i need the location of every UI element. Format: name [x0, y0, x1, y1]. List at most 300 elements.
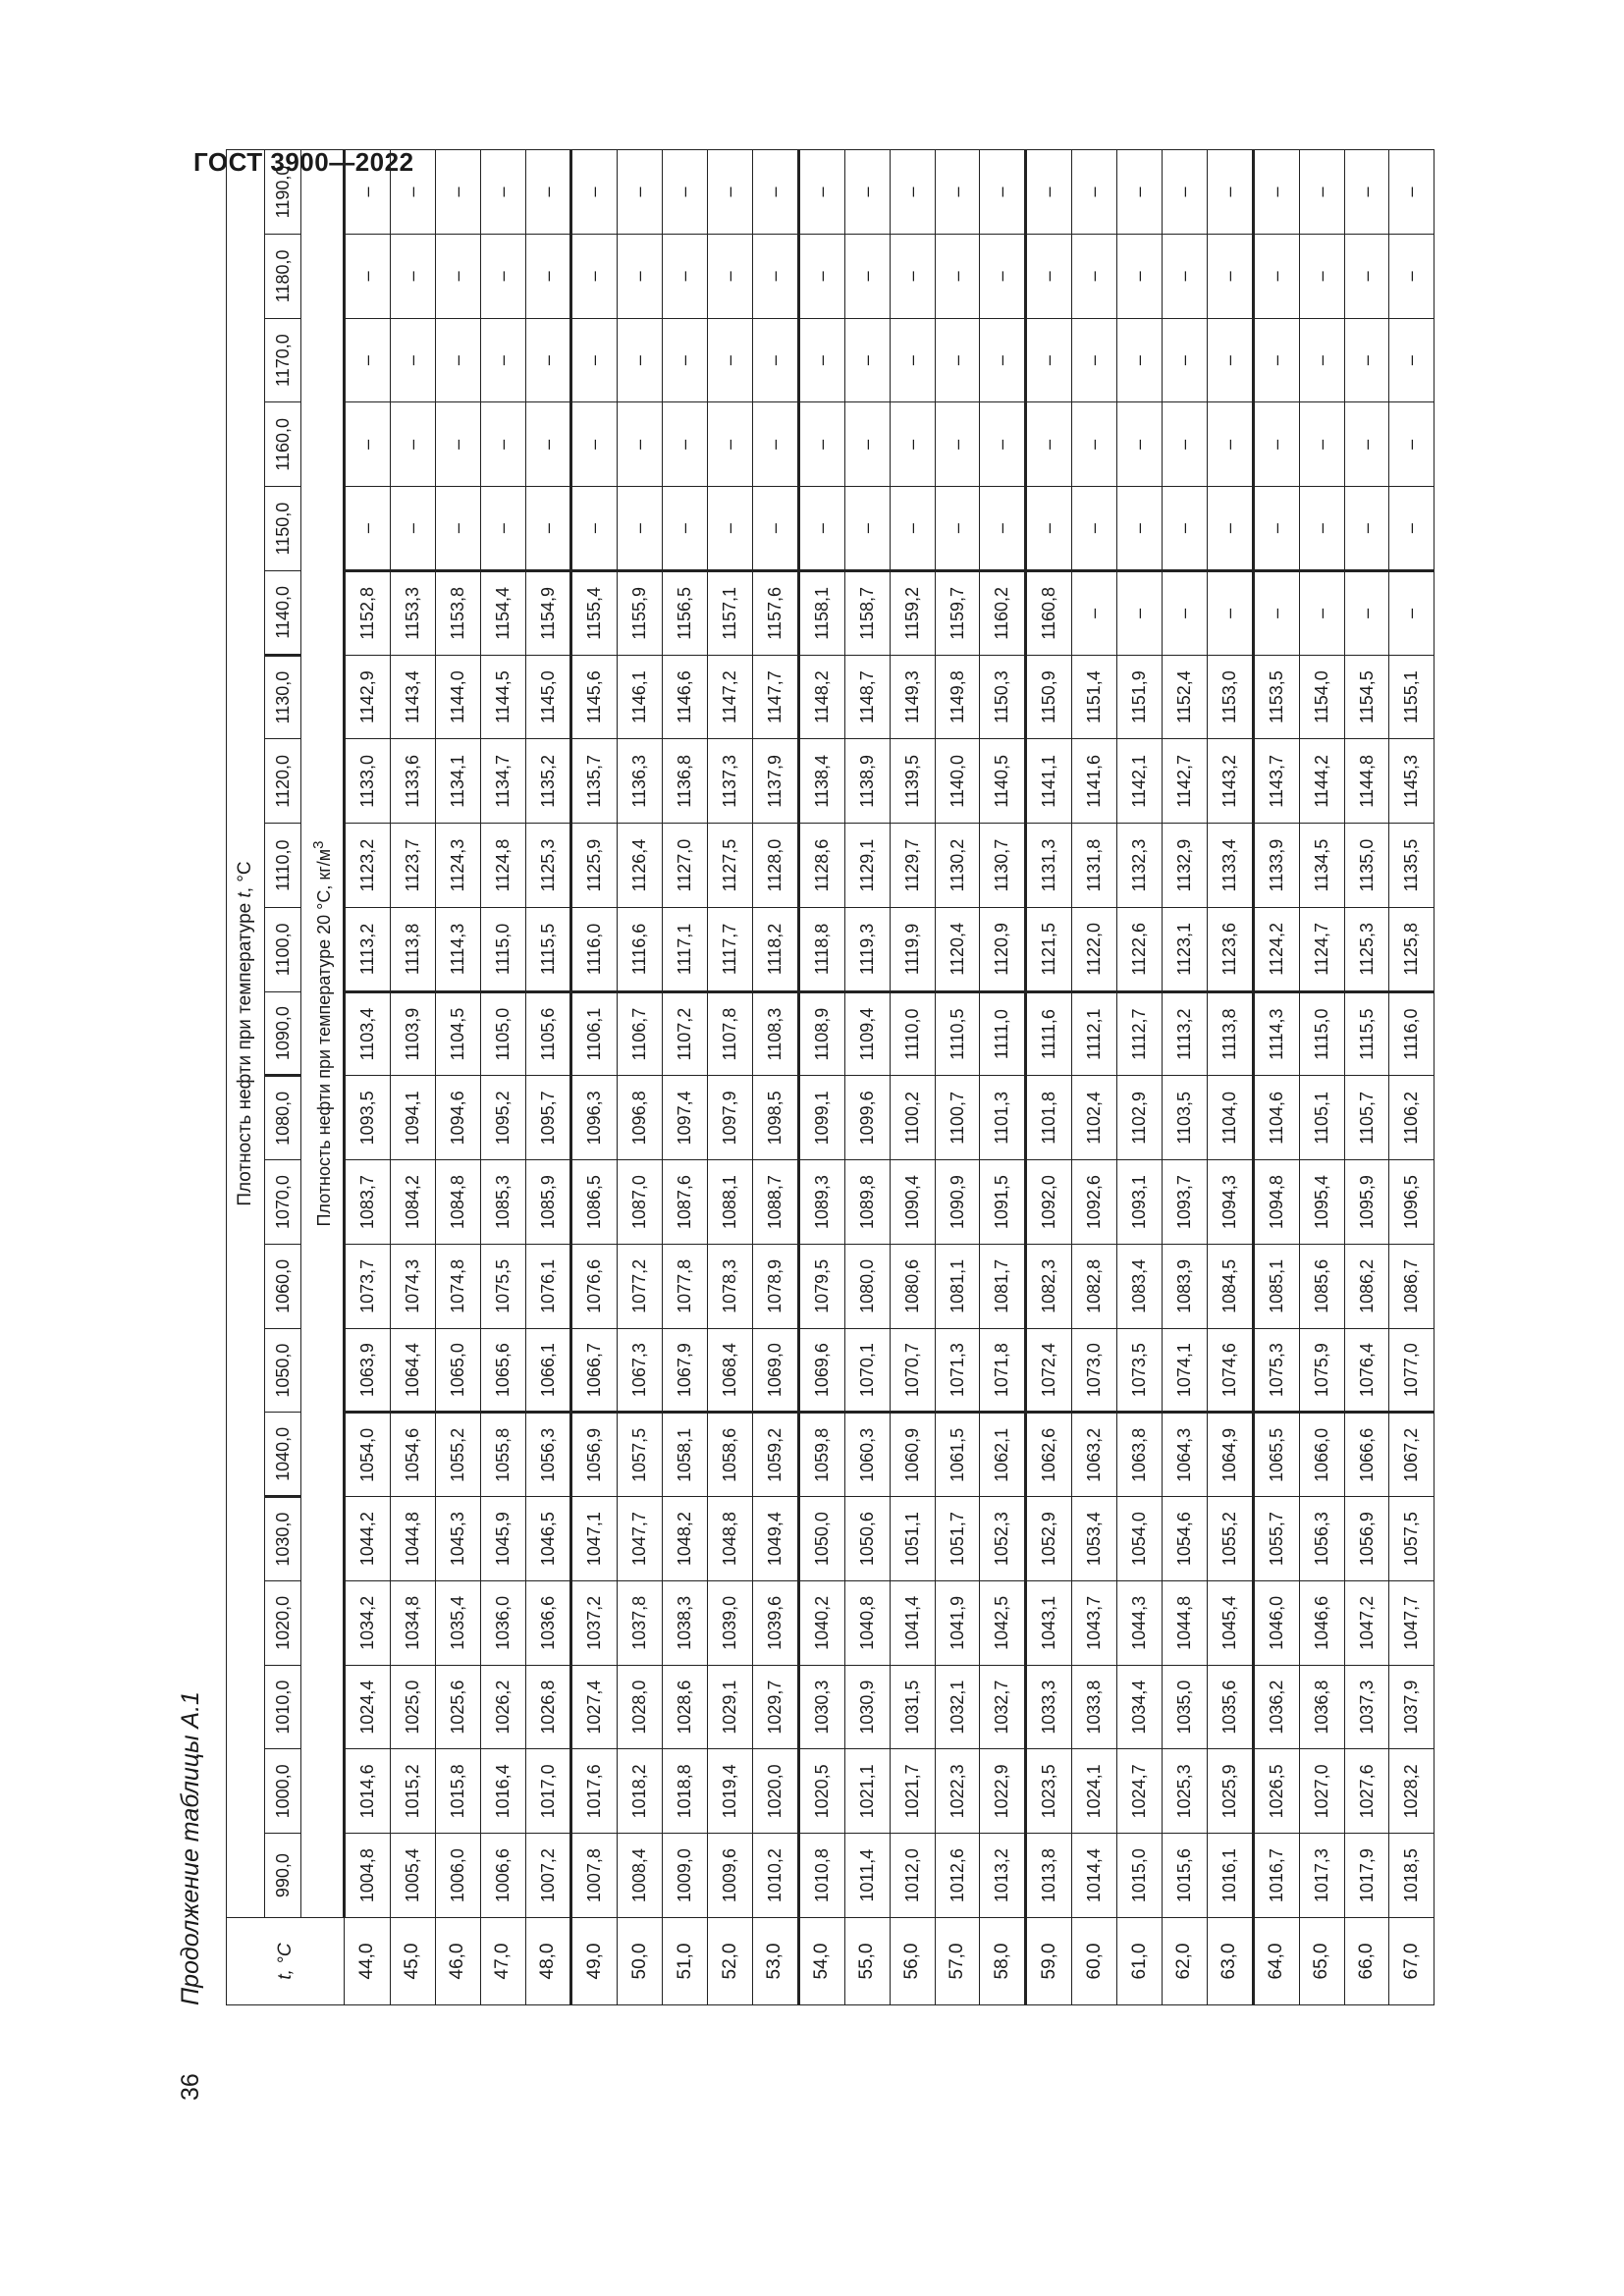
density-cell: 1076,4: [1344, 1328, 1389, 1413]
temperature-cell: 50,0: [618, 1918, 663, 2005]
column-header: 1030,0: [265, 1497, 301, 1581]
temperature-cell: 45,0: [390, 1918, 435, 2005]
column-header: 1040,0: [265, 1413, 301, 1497]
density-cell: 1067,2: [1389, 1413, 1435, 1497]
temperature-cell: 44,0: [345, 1918, 391, 2005]
density-cell: 1096,3: [571, 1076, 618, 1160]
density-cell: –: [1207, 149, 1253, 234]
density-cell: 1069,0: [753, 1328, 799, 1413]
density-cell: 1027,6: [1344, 1749, 1389, 1834]
density-cell: 1087,6: [663, 1160, 708, 1245]
density-cell: 1128,0: [753, 824, 799, 908]
density-cell: –: [935, 487, 980, 571]
density-cell: 1131,8: [1072, 824, 1117, 908]
column-header: 1000,0: [265, 1749, 301, 1834]
density-cell: 1097,9: [708, 1076, 753, 1160]
density-cell: 1079,5: [798, 1245, 844, 1329]
column-header: 1090,0: [265, 991, 301, 1076]
density-cell: 1116,6: [618, 908, 663, 992]
density-cell: 1029,7: [753, 1665, 799, 1749]
density-cell: 1153,0: [1207, 655, 1253, 739]
density-cell: 1142,7: [1163, 739, 1208, 824]
density-cell: –: [1389, 571, 1435, 656]
density-cell: –: [980, 149, 1026, 234]
density-cell: 1007,2: [525, 1834, 571, 1918]
density-cell: 1046,0: [1253, 1581, 1299, 1666]
density-cell: –: [798, 487, 844, 571]
density-cell: 1100,2: [890, 1076, 935, 1160]
density-cell: 1105,0: [480, 991, 525, 1076]
density-cell: 1138,4: [798, 739, 844, 824]
column-header: 1150,0: [265, 487, 301, 571]
density-cell: 1024,7: [1117, 1749, 1163, 1834]
table-row: [1389, 149, 1435, 2004]
density-cell: 1064,3: [1163, 1413, 1208, 1497]
density-cell: 1044,2: [345, 1497, 391, 1581]
density-cell: 1015,2: [390, 1749, 435, 1834]
density-cell: 1059,8: [798, 1413, 844, 1497]
temperature-cell: 52,0: [708, 1918, 753, 2005]
table-row: [935, 149, 980, 2004]
density-cell: –: [618, 487, 663, 571]
density-cell: 1065,5: [1253, 1413, 1299, 1497]
density-cell: –: [435, 402, 480, 487]
density-cell: 1043,7: [1072, 1581, 1117, 1666]
density-cell: 1055,2: [435, 1413, 480, 1497]
density-cell: 1095,4: [1299, 1160, 1344, 1245]
density-cell: 1134,5: [1299, 824, 1344, 908]
density-cell: 1102,9: [1117, 1076, 1163, 1160]
density-cell: 1152,8: [345, 571, 391, 656]
density-cell: 1129,1: [844, 824, 890, 908]
density-cell: 1034,4: [1117, 1665, 1163, 1749]
density-cell: –: [1117, 571, 1163, 656]
density-cell: 1083,9: [1163, 1245, 1208, 1329]
density-cell: 1148,2: [798, 655, 844, 739]
density-cell: 1047,1: [571, 1497, 618, 1581]
density-cell: 1081,1: [935, 1245, 980, 1329]
density-cell: 1073,5: [1117, 1328, 1163, 1413]
density-cell: 1125,8: [1389, 908, 1435, 992]
density-cell: 1065,6: [480, 1328, 525, 1413]
temperature-cell: 53,0: [753, 1918, 799, 2005]
density-cell: 1076,6: [571, 1245, 618, 1329]
density-cell: 1135,2: [525, 739, 571, 824]
density-cell: 1025,0: [390, 1665, 435, 1749]
density-cell: –: [753, 487, 799, 571]
temperature-cell: 63,0: [1207, 1918, 1253, 2005]
density-cell: 1048,2: [663, 1497, 708, 1581]
density-cell: 1115,5: [1344, 991, 1389, 1076]
density-cell: 1133,9: [1253, 824, 1299, 908]
density-cell: 1133,4: [1207, 824, 1253, 908]
density-cell: 1033,8: [1072, 1665, 1117, 1749]
column-header: 1060,0: [265, 1245, 301, 1329]
density-cell: 1104,6: [1253, 1076, 1299, 1160]
temperature-cell: 64,0: [1253, 1918, 1299, 2005]
density-cell: 1004,8: [345, 1834, 391, 1918]
density-cell: 1024,4: [345, 1665, 391, 1749]
density-cell: –: [935, 402, 980, 487]
density-cell: 1037,8: [618, 1581, 663, 1666]
group-header-text: Плотность нефти при температуре: [235, 897, 255, 1206]
density-cell: 1029,1: [708, 1665, 753, 1749]
density-cell: 1058,1: [663, 1413, 708, 1497]
density-cell: 1088,1: [708, 1160, 753, 1245]
temperature-cell: 47,0: [480, 1918, 525, 2005]
density-cell: 1159,7: [935, 571, 980, 656]
density-cell: 1006,0: [435, 1834, 480, 1918]
density-cell: 1101,3: [980, 1076, 1026, 1160]
density-cell: 1119,9: [890, 908, 935, 992]
density-cell: –: [1207, 487, 1253, 571]
density-cell: 1051,1: [890, 1497, 935, 1581]
column-header: 990,0: [265, 1834, 301, 1918]
density-cell: –: [1072, 487, 1117, 571]
density-cell: –: [1299, 402, 1344, 487]
temperature-cell: 51,0: [663, 1918, 708, 2005]
density-cell: 1157,6: [753, 571, 799, 656]
density-cell: 1066,6: [1344, 1413, 1389, 1497]
density-cell: 1121,5: [1026, 908, 1072, 992]
density-cell: –: [708, 402, 753, 487]
density-cell: 1037,3: [1344, 1665, 1389, 1749]
density-cell: 1064,4: [390, 1328, 435, 1413]
temperature-cell: 54,0: [798, 1918, 844, 2005]
density-cell: –: [525, 149, 571, 234]
density-cell: 1143,7: [1253, 739, 1299, 824]
density-cell: 1061,5: [935, 1413, 980, 1497]
density-cell: 1145,0: [525, 655, 571, 739]
density-cell: –: [798, 318, 844, 402]
table-row: [525, 149, 571, 2004]
density-cell: 1038,3: [663, 1581, 708, 1666]
density-cell: 1025,3: [1163, 1749, 1208, 1834]
table-row: [663, 149, 708, 2004]
density-cell: 1085,1: [1253, 1245, 1299, 1329]
temperature-cell: 49,0: [571, 1918, 618, 2005]
density-cell: 1133,0: [345, 739, 391, 824]
density-cell: –: [844, 149, 890, 234]
density-cell: 1018,8: [663, 1749, 708, 1834]
density-cell: 1123,6: [1207, 908, 1253, 992]
density-cell: –: [1117, 235, 1163, 319]
density-cell: 1045,3: [435, 1497, 480, 1581]
temperature-cell: 58,0: [980, 1918, 1026, 2005]
density-cell: 1022,3: [935, 1749, 980, 1834]
density-cell: 1153,3: [390, 571, 435, 656]
table-row: [1299, 149, 1344, 2004]
density-cell: 1106,2: [1389, 1076, 1435, 1160]
density-cell: 1076,1: [525, 1245, 571, 1329]
density-cell: 1103,9: [390, 991, 435, 1076]
density-cell: 1113,8: [1207, 991, 1253, 1076]
density-cell: 1036,0: [480, 1581, 525, 1666]
density-cell: 1114,3: [1253, 991, 1299, 1076]
density-cell: 1057,5: [1389, 1497, 1435, 1581]
density-cell: 1035,0: [1163, 1665, 1208, 1749]
column-header: 1050,0: [265, 1328, 301, 1413]
density-cell: 1155,1: [1389, 655, 1435, 739]
density-cell: –: [571, 487, 618, 571]
temperature-cell: 59,0: [1026, 1918, 1072, 2005]
page-number: 36: [177, 2073, 204, 2101]
density-cell: –: [890, 487, 935, 571]
rotated-page-content: [177, 165, 1492, 2101]
density-cell: 1017,0: [525, 1749, 571, 1834]
density-cell: 1050,0: [798, 1497, 844, 1581]
density-cell: –: [1389, 235, 1435, 319]
density-cell: –: [753, 149, 799, 234]
table-row: [571, 149, 618, 2004]
density-cell: –: [1207, 402, 1253, 487]
density-cell: 1032,1: [935, 1665, 980, 1749]
density-cell: 1031,5: [890, 1665, 935, 1749]
density-cell: 1139,5: [890, 739, 935, 824]
density-cell: –: [1207, 318, 1253, 402]
column-header: 1180,0: [265, 235, 301, 319]
density-cell: –: [1117, 487, 1163, 571]
density-cell: –: [390, 318, 435, 402]
density-cell: 1115,0: [480, 908, 525, 992]
density-cell: 1082,8: [1072, 1245, 1117, 1329]
density-cell: 1083,4: [1117, 1245, 1163, 1329]
density-cell: 1021,7: [890, 1749, 935, 1834]
density-cell: –: [1072, 235, 1117, 319]
density-cell: –: [480, 318, 525, 402]
density-cell: 1125,3: [1344, 908, 1389, 992]
density-cell: –: [890, 402, 935, 487]
density-cell: 1040,2: [798, 1581, 844, 1666]
group-header-var: t: [235, 892, 255, 898]
density-cell: –: [1253, 402, 1299, 487]
density-cell: 1035,6: [1207, 1665, 1253, 1749]
density-cell: 1110,0: [890, 991, 935, 1076]
group-header-unit: , °С: [235, 861, 255, 893]
density-cell: –: [390, 149, 435, 234]
density-cell: 1027,4: [571, 1665, 618, 1749]
density-cell: 1028,0: [618, 1665, 663, 1749]
density-cell: 1074,6: [1207, 1328, 1253, 1413]
document-title: ГОСТ 3900—2022: [193, 147, 414, 177]
density-cell: 1046,5: [525, 1497, 571, 1581]
density-cell: –: [844, 402, 890, 487]
density-cell: 1146,1: [618, 655, 663, 739]
density-cell: 1103,5: [1163, 1076, 1208, 1160]
table-row: [390, 149, 435, 2004]
density-cell: 1062,1: [980, 1413, 1026, 1497]
density-cell: 1140,0: [935, 739, 980, 824]
density-cell: 1124,7: [1299, 908, 1344, 992]
density-cell: –: [844, 487, 890, 571]
column-header: 1130,0: [265, 655, 301, 739]
density-cell: –: [1299, 318, 1344, 402]
density-cell: 1146,6: [663, 655, 708, 739]
density-cell: 1078,3: [708, 1245, 753, 1329]
density-cell: 1088,7: [753, 1160, 799, 1245]
density-cell: –: [890, 235, 935, 319]
density-cell: –: [1163, 235, 1208, 319]
density-cell: 1044,3: [1117, 1581, 1163, 1666]
density-cell: 1160,8: [1026, 571, 1072, 656]
density-cell: –: [390, 235, 435, 319]
density-cell: –: [1163, 149, 1208, 234]
density-cell: 1124,3: [435, 824, 480, 908]
density-cell: 1005,4: [390, 1834, 435, 1918]
density-cell: 1105,7: [1344, 1076, 1389, 1160]
density-cell: 1093,1: [1117, 1160, 1163, 1245]
temperature-cell: 48,0: [525, 1918, 571, 2005]
density-cell: –: [890, 318, 935, 402]
density-cell: 1016,1: [1207, 1834, 1253, 1918]
density-cell: –: [753, 235, 799, 319]
density-cell: –: [798, 149, 844, 234]
density-cell: 1130,2: [935, 824, 980, 908]
density-cell: 1037,9: [1389, 1665, 1435, 1749]
density-cell: 1009,0: [663, 1834, 708, 1918]
column-header: 1100,0: [265, 908, 301, 992]
density-cell: 1111,0: [980, 991, 1026, 1076]
density-cell: 1142,9: [345, 655, 391, 739]
density-cell: –: [663, 149, 708, 234]
density-cell: 1075,3: [1253, 1328, 1299, 1413]
density-cell: 1159,2: [890, 571, 935, 656]
density-cell: 1120,9: [980, 908, 1026, 992]
density-cell: 1155,4: [571, 571, 618, 656]
density-cell: –: [618, 149, 663, 234]
density-cell: –: [1026, 235, 1072, 319]
density-cell: 1017,3: [1299, 1834, 1344, 1918]
density-cell: 1073,7: [345, 1245, 391, 1329]
table-row: [1072, 149, 1117, 2004]
density-cell: 1016,4: [480, 1749, 525, 1834]
density-cell: 1048,8: [708, 1497, 753, 1581]
density-cell: 1108,9: [798, 991, 844, 1076]
density-cell: –: [1344, 402, 1389, 487]
density-cell: 1066,1: [525, 1328, 571, 1413]
density-cell: –: [1389, 487, 1435, 571]
density-cell: 1120,4: [935, 908, 980, 992]
density-cell: 1082,3: [1026, 1245, 1072, 1329]
density-cell: 1028,2: [1389, 1749, 1435, 1834]
density-cell: 1095,2: [480, 1076, 525, 1160]
density-cell: 1136,8: [663, 739, 708, 824]
density-cell: 1097,4: [663, 1076, 708, 1160]
t-var: t: [274, 1974, 296, 1980]
density-cell: 1012,0: [890, 1834, 935, 1918]
density-cell: –: [1344, 487, 1389, 571]
density-cell: –: [663, 487, 708, 571]
density-cell: –: [480, 402, 525, 487]
density-cell: 1117,7: [708, 908, 753, 992]
table-row: [890, 149, 935, 2004]
density-cell: –: [1026, 318, 1072, 402]
table-row: [435, 149, 480, 2004]
density-cell: –: [525, 402, 571, 487]
density-header-text: Плотность нефти при температуре 20 °С, кг/м: [313, 848, 334, 1227]
density-cell: 1018,5: [1389, 1834, 1435, 1918]
density-cell: 1014,6: [345, 1749, 391, 1834]
density-cell: –: [708, 487, 753, 571]
density-cell: –: [435, 235, 480, 319]
density-cell: 1073,0: [1072, 1328, 1117, 1413]
column-header: 1070,0: [265, 1160, 301, 1245]
density-cell: 1056,3: [1299, 1497, 1344, 1581]
density-cell: 1147,7: [753, 655, 799, 739]
density-cell: –: [1253, 571, 1299, 656]
density-cell: 1129,7: [890, 824, 935, 908]
temperature-cell: 56,0: [890, 1918, 935, 2005]
density-cell: 1054,0: [345, 1413, 391, 1497]
table-row: [798, 149, 844, 2004]
density-cell: –: [1163, 487, 1208, 571]
density-cell: 1084,2: [390, 1160, 435, 1245]
density-cell: 1085,6: [1299, 1245, 1344, 1329]
density-cell: –: [1117, 149, 1163, 234]
density-cell: 1010,2: [753, 1834, 799, 1918]
density-cell: 1122,6: [1117, 908, 1163, 992]
density-cell: 1087,0: [618, 1160, 663, 1245]
density-cell: 1110,5: [935, 991, 980, 1076]
density-cell: 1012,6: [935, 1834, 980, 1918]
density-cell: 1074,1: [1163, 1328, 1208, 1413]
density-cell: 1137,9: [753, 739, 799, 824]
density-cell: 1050,6: [844, 1497, 890, 1581]
density-cell: 1011,4: [844, 1834, 890, 1918]
density-cell: 1043,1: [1026, 1581, 1072, 1666]
column-header: 1020,0: [265, 1581, 301, 1666]
density-cell: 1115,5: [525, 908, 571, 992]
density-cell: 1026,2: [480, 1665, 525, 1749]
density-cell: 1086,2: [1344, 1245, 1389, 1329]
density-cell: 1044,8: [390, 1497, 435, 1581]
density-cell: –: [618, 318, 663, 402]
density-cell: 1125,3: [525, 824, 571, 908]
density-cell: 1091,5: [980, 1160, 1026, 1245]
density-cell: 1114,3: [435, 908, 480, 992]
density-cell: 1084,8: [435, 1160, 480, 1245]
density-cell: –: [663, 318, 708, 402]
density-cell: –: [844, 318, 890, 402]
density-cell: 1039,0: [708, 1581, 753, 1666]
density-cell: 1145,3: [1389, 739, 1435, 824]
temperature-cell: 62,0: [1163, 1918, 1208, 2005]
density-cell: 1092,0: [1026, 1160, 1072, 1245]
density-cell: 1013,8: [1026, 1834, 1072, 1918]
density-cell: –: [435, 487, 480, 571]
density-cell: –: [480, 487, 525, 571]
density-cell: 1089,3: [798, 1160, 844, 1245]
density-cell: 1020,5: [798, 1749, 844, 1834]
table-row: [1344, 149, 1389, 2004]
column-header: 1190,0: [265, 149, 301, 234]
density-cell: 1136,3: [618, 739, 663, 824]
density-cell: 1032,7: [980, 1665, 1026, 1749]
density-cell: 1041,9: [935, 1581, 980, 1666]
density-cell: 1039,6: [753, 1581, 799, 1666]
t-column-header: [227, 1918, 345, 2005]
density-cell: 1054,6: [1163, 1497, 1208, 1581]
density-cell: 1034,8: [390, 1581, 435, 1666]
density-cell: 1074,8: [435, 1245, 480, 1329]
density-cell: 1112,1: [1072, 991, 1117, 1076]
density-cell: –: [525, 487, 571, 571]
table-row: [753, 149, 799, 2004]
density-cell: 1158,1: [798, 571, 844, 656]
density-cell: 1133,6: [390, 739, 435, 824]
density-cell: –: [1299, 487, 1344, 571]
density-cell: –: [480, 149, 525, 234]
